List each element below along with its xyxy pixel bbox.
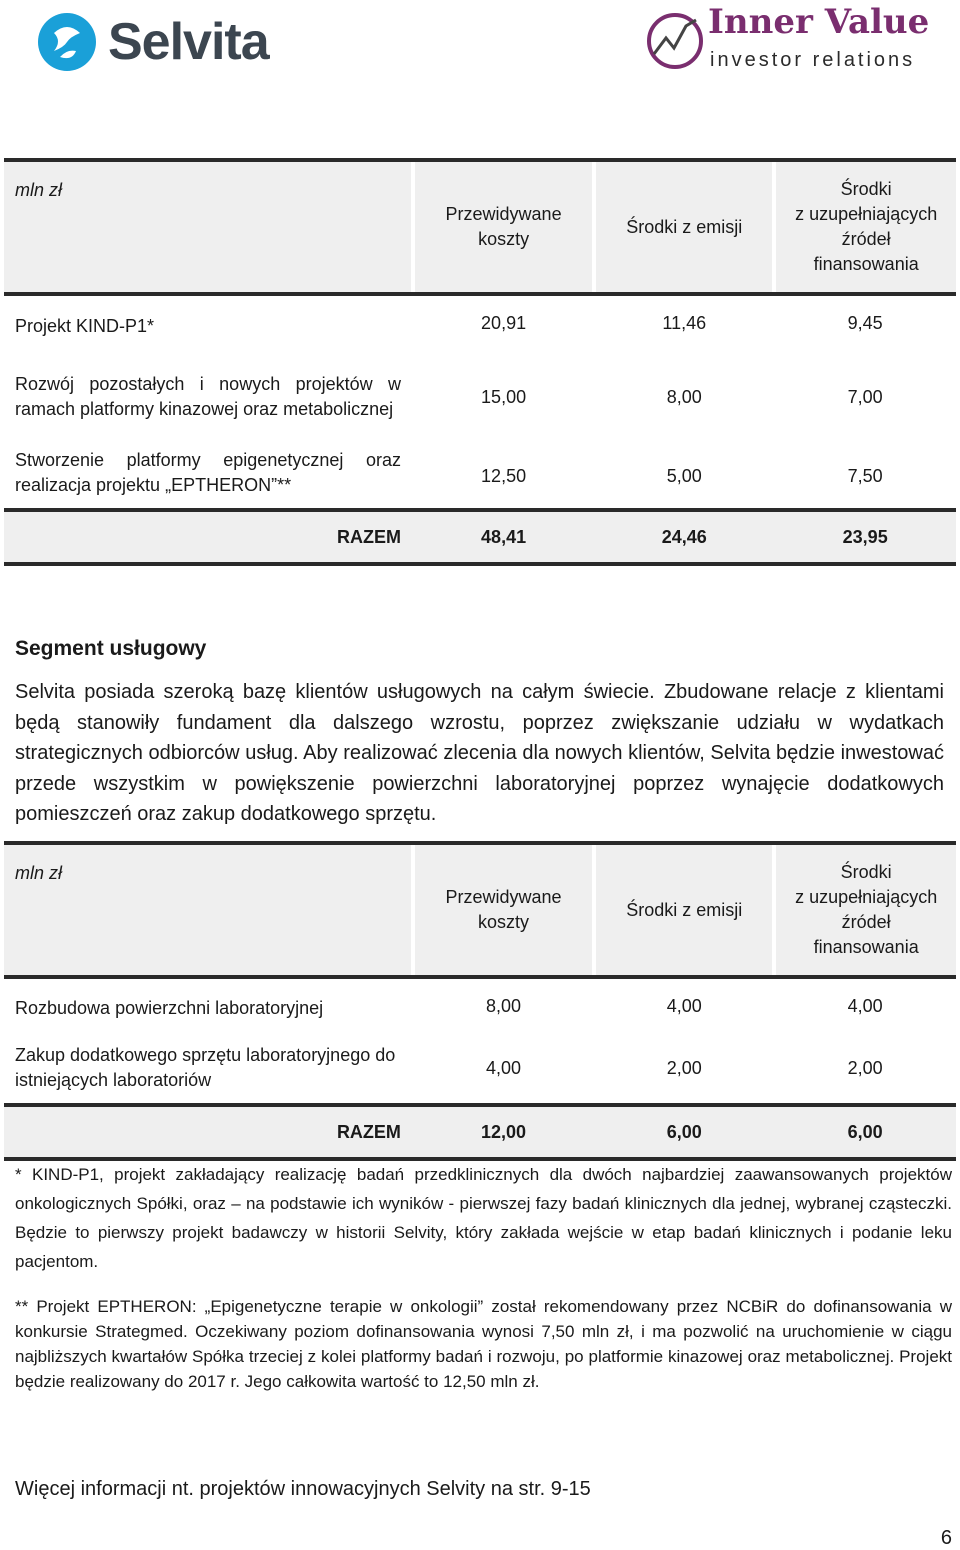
header-other-line2: z uzupełniających [795, 204, 938, 224]
row-label: Zakup dodatkowego sprzętu laboratoryjnego do istniejących laboratoriów [15, 1045, 396, 1090]
table-row [4, 1033, 956, 1105]
row-label: Projekt KIND-P1* [15, 315, 155, 336]
page-number: 6 [940, 1527, 952, 1549]
header-costs [413, 160, 594, 294]
funding-table-1 [4, 158, 956, 566]
inner-value-title: Inner Value [708, 2, 930, 42]
total-emission: 24,46 [594, 510, 774, 564]
header-costs-line1: Przewidywane [445, 204, 562, 224]
inner-value-subtitle: investor relations [710, 49, 916, 71]
row-cost: 12,50 [481, 465, 527, 486]
header-other-sources [774, 160, 956, 294]
header-emission: Środki z emisji [594, 160, 774, 294]
section-heading: Segment usługowy [15, 637, 207, 660]
row-cost: 4,00 [486, 1057, 522, 1078]
total-row [4, 1105, 956, 1159]
table-row [4, 444, 956, 510]
header-other-line4: finansowania [813, 254, 919, 274]
row-label: Rozwój pozostałych i nowych projektów w ramach platformy kinazowej oraz metabolicznej [15, 374, 401, 419]
header-costs-line2: koszty [478, 229, 530, 249]
inner-value-mark-icon [644, 8, 706, 70]
footnote-kind-p1: * KIND-P1, projekt zakładający realizację badań przedklinicznych dla dwóch najbardziej zaawansowanych projektów onkologicznych Spółki, oraz – na podstawie ich wyników - pierwszej fazy badań klinicznych dla jednej, wybranej cząsteczki. Będzie to pierwszy projekt badawczy w historii Selvity, który zakłada wejście w etap badań klinicznych i podanie leku pacjentom. [15, 1165, 952, 1271]
row-cost: 8,00 [486, 995, 522, 1016]
table-row [4, 977, 956, 1033]
row-other: 2,00 [847, 1057, 883, 1078]
header-emission: Środki z emisji [594, 843, 774, 977]
total-row [4, 510, 956, 564]
header-other-line2: z uzupełniających [795, 887, 938, 907]
total-other: 6,00 [774, 1105, 956, 1159]
header-costs-line2: koszty [478, 912, 530, 932]
row-emission: 11,46 [662, 312, 707, 333]
unit-label: mln zł [4, 160, 413, 294]
row-label: Stworzenie platformy epigenetycznej oraz realizacja projektu „EPTHERON”** [15, 450, 401, 495]
row-emission: 8,00 [666, 386, 702, 407]
total-label: RAZEM [4, 510, 413, 564]
total-label: RAZEM [4, 1105, 413, 1159]
row-cost: 20,91 [481, 312, 527, 333]
row-other: 9,45 [847, 312, 883, 333]
header-other-line1: Środki [840, 862, 892, 882]
footnote-eptheron: ** Projekt EPTHERON: „Epigenetyczne terapie w onkologii” został rekomendowany przez NCBiR do dofinansowania w konkursie Strategmed. Oczekiwany poziom dofinansowania wynosi 7,50 mln zł, i ma pozwolić na uruchomienie w ciągu najbliższych kwartałów Spółka trzeciej z kolei platformy badań i rozwoju, po platformie kinazowej oraz metabolicznej. Projekt będzie realizowany do 2017 r. Jego całkowita wartość to 12,50 mln zł. [15, 1297, 952, 1391]
total-cost: 12,00 [413, 1105, 594, 1159]
header-other-sources [774, 843, 956, 977]
segment-paragraph: Selvita posiada szeroką bazę klientów usługowych na całym świecie. Zbudowane relacje z klientami będą stanowiły fundament dla dalszego wzrostu, poprzez zwiększanie udziału w wydatkach strategicznych odbiorców usług. Aby realizować zlecenia dla nowych klientów, Selvita będzie inwestować przede wszystkim w powiększenie powierzchni laboratoryjnej poprzez wynajęcie dodatkowych pomieszczeń oraz zakup dodatkowego sprzętu. [15, 681, 944, 825]
selvita-logo [36, 10, 269, 74]
header-other-line1: Środki [840, 179, 892, 199]
selvita-wordmark: Selvita [108, 13, 269, 71]
unit-label: mln zł [4, 843, 413, 977]
row-label: Rozbudowa powierzchni laboratoryjnej [15, 997, 324, 1018]
header-costs-line1: Przewidywane [445, 887, 562, 907]
funding-table-2 [4, 841, 956, 1161]
header-other-line4: finansowania [813, 937, 919, 957]
selvita-mark-icon [36, 11, 98, 73]
row-emission: 2,00 [666, 1057, 702, 1078]
table-row [4, 294, 956, 350]
inner-value-logo [644, 4, 934, 76]
row-cost: 15,00 [481, 386, 527, 407]
more-info-text: Więcej informacji nt. projektów innowacyjnych Selvity na str. 9-15 [15, 1478, 591, 1500]
table-row [4, 350, 956, 444]
header-other-line3: źródeł [841, 912, 891, 932]
total-cost: 48,41 [413, 510, 594, 564]
row-emission: 4,00 [666, 995, 702, 1016]
row-other: 7,00 [847, 386, 883, 407]
total-other: 23,95 [774, 510, 956, 564]
header-costs [413, 843, 594, 977]
row-other: 7,50 [847, 465, 883, 486]
total-emission: 6,00 [594, 1105, 774, 1159]
row-emission: 5,00 [666, 465, 702, 486]
header-other-line3: źródeł [841, 229, 891, 249]
row-other: 4,00 [847, 995, 883, 1016]
